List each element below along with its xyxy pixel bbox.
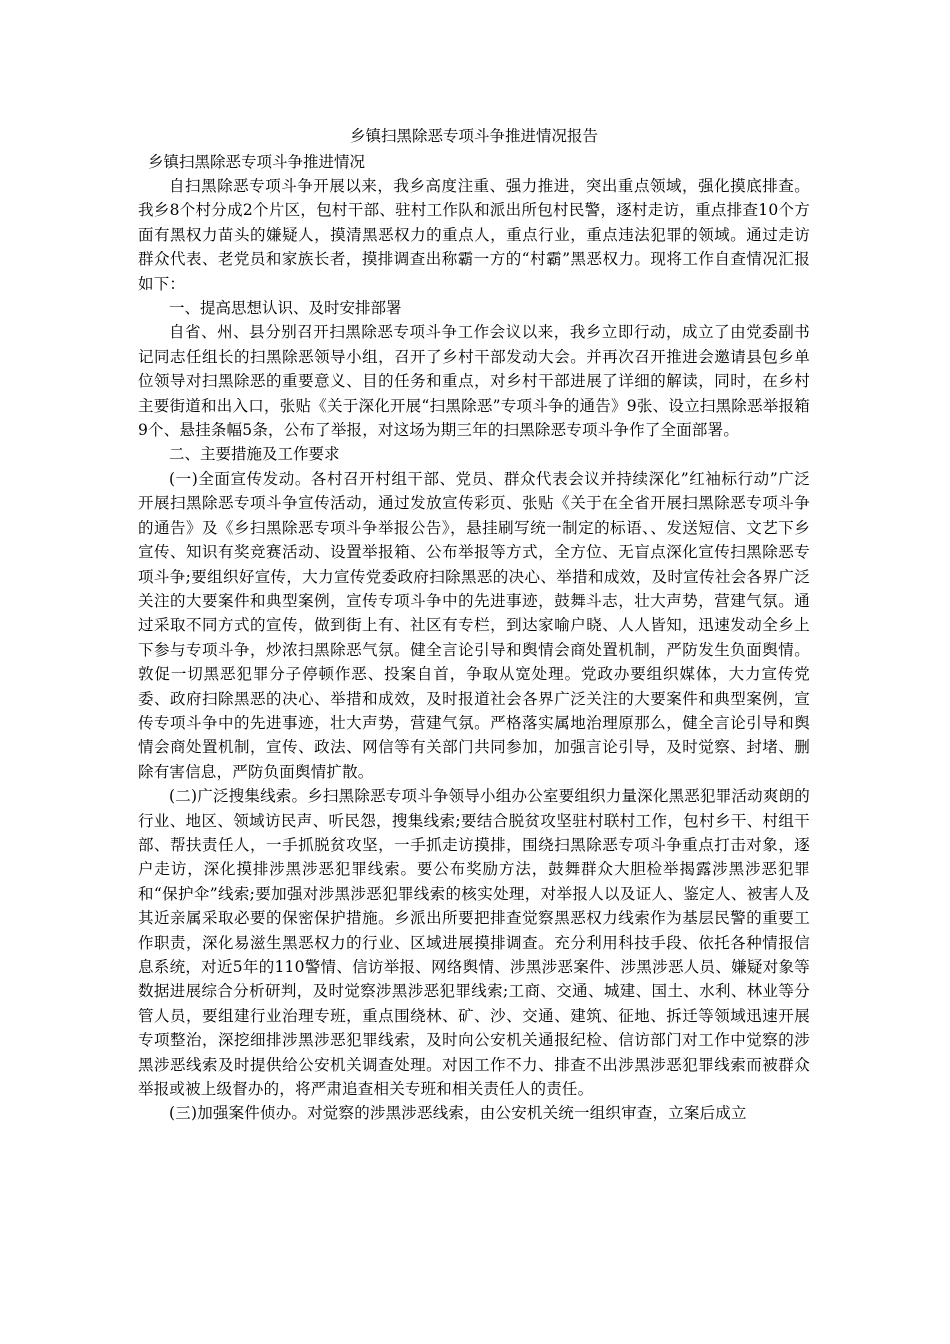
section-2-paragraph-1: (一)全面宣传发动。各村召开村组干部、党员、群众代表会议并持续深化”红袖标行动”广泛开展扫黑除恶专项斗争宣传活动，通过发放宣传彩页、张贴《关于在全省开展扫黑除恶专项斗争的通告》及《乡扫黑除恶专项斗争举报公告》，悬挂刷写统一制定的标语、、发送短信、文艺下乡宣传、知识有奖竞赛活动、设置举报箱、公布举报等方式，全方位、无盲点深化宣传扫黑除恶专项斗争;要组织好宣传，大力宣传党委政府扫除黑恶的决心、举措和成效，及时宣传社会各界广泛关注的大要案件和典型案例，宣传专项斗争中的先进事迹，鼓舞斗志，壮大声势，营建气氛。通过采取不同方式的宣传，做到街上有、社区有专栏，到达家喻户晓、人人皆知，迅速发动全乡上下参与专项斗争，炒浓扫黑除恶气氛。健全言论引导和舆情会商处置机制，严防发生负面舆情。敦促一切黑恶犯罪分子停顿作恶、投案自首，争取从宽处理。党政办要组织媒体，大力宣传党委、政府扫除黑恶的决心、举措和成效，及时报道社会各界广泛关注的大要案件和典型案例，宣传专项斗争中的先进事迹，壮大声势，营建气氛。严格落实属地治理原那么，健全言论引导和舆情会商处置机制，宣传、政法、网信等有关部门共同参加，加强言论引导，及时觉察、封堵、删除有害信息，严防负面舆情扩散。 <box>138 469 810 781</box>
section-2-paragraph-2: (二)广泛搜集线索。乡扫黑除恶专项斗争领导小组办公室要组织力量深化黑恶犯罪活动爽朗的行业、地区、领域访民声、听民怨，搜集线索;要结合脱贫攻坚驻村联村工作，包村乡干、村组干部、帮扶责任人，一手抓脱贫攻坚，一手抓走访摸排，围绕扫黑除恶专项斗争重点打击对象，逐户走访，深化摸排涉黑涉恶犯罪线索。要公布奖励方法，鼓舞群众大胆检举揭露涉黑涉恶犯罪和“保护伞”线索;要加强对涉黑涉恶犯罪线索的核实处理，对举报人以及证人、鉴定人、被害人及其近亲属采取必要的保密保护措施。乡派出所要把排查觉察黑恶权力线索作为基层民警的重要工作职责，深化易滋生黑恶权力的行业、区域进展摸排调查。充分利用科技手段、依托各种情报信息系统，对近5年的110警情、信访举报、网络舆情、涉黑涉恶案件、涉黑涉恶人员、嫌疑对象等数据进展综合分析研判，及时觉察涉黑涉恶犯罪线索;工商、交通、城建、国土、水利、林业等分管人员，要组建行业治理专班，重点围绕林、矿、沙、交通、建筑、征地、拆迁等领域迅速开展专项整治，深挖细排涉黑涉恶犯罪线索，及时向公安机关通报纪检、信访部门对工作中觉察的涉黑涉恶线索及时提供给公安机关调查处理。对因工作不力、排查不出涉黑涉恶犯罪线索而被群众举报或被上级督办的，将严肃追查相关专班和相关责任人的责任。 <box>138 787 810 1099</box>
intro-paragraph: 自扫黑除恶专项斗争开展以来，我乡高度注重、强力推进，突出重点领域，强化摸底排查。我乡8个村分成2个片区，包村干部、驻村工作队和派出所包村民警，逐村走访，重点排查10个方面有黑权力苗头的嫌疑人，摸清黑恶权力的重点人，重点行业，重点违法犯罪的领域。通过走访群众代表、老党员和家族长者，摸排调查出称霸一方的“村霸”黑恶权力。现将工作自查情况汇报如下： <box>138 177 810 293</box>
section-2-paragraph-3: (三)加强案件侦办。对觉察的涉黑涉恶线索，由公安机关统一组织审查，立案后成立 <box>169 1104 747 1123</box>
document-title: 乡镇扫黑除恶专项斗争推进情况报告 <box>349 127 598 145</box>
document-page <box>138 124 810 1126</box>
document-subtitle: 乡镇扫黑除恶专项斗争推进情况 <box>148 153 366 171</box>
section-1-paragraph: 自省、州、县分别召开扫黑除恶专项斗争工作会议以来，我乡立即行动，成立了由党委副书记同志任组长的扫黑除恶领导小组，召开了乡村干部发动大会。并再次召开推进会邀请县包乡单位领导对扫黑除恶的重要意义、目的任务和重点，对乡村干部进展了详细的解读，同时，在乡村主要街道和出入口，张贴《关于深化开展“扫黑除恶”专项斗争的通告》9张、设立扫黑除恶举报箱9个、悬挂条幅5条，公布了举报，对这场为期三年的扫黑除恶专项斗争作了全面部署。 <box>138 323 810 440</box>
section-1-heading: 一、提高思想认识、及时安排部署 <box>169 299 402 318</box>
section-2-heading: 二、主要措施及工作要求 <box>169 445 340 464</box>
